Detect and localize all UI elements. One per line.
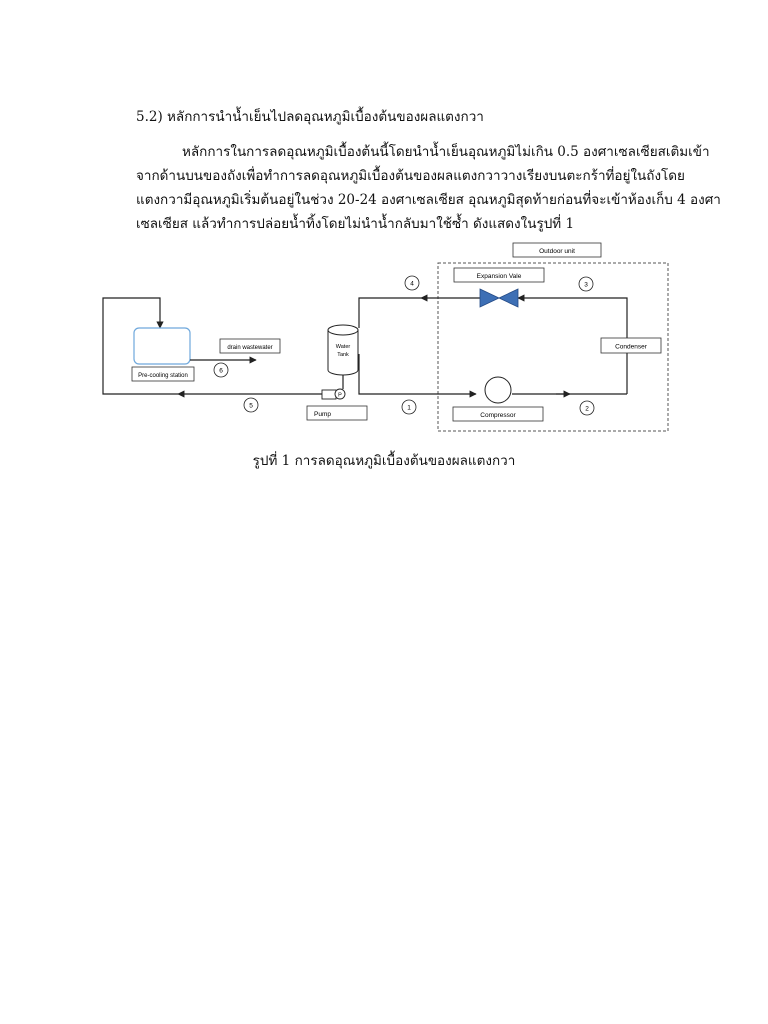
pre-cooling-diagram	[96, 236, 676, 436]
paragraph-line-3: แตงกวามีอุณหภูมิเริ่มต้นอยู่ในช่วง 20-24 องศาเซลเซียส อุณหภูมิสุดท้ายก่อนที่จะเข้าห้องเก็บ 4 องศา	[136, 192, 721, 208]
point-label-6: 6	[219, 367, 223, 375]
pre-cooling-station-label: Pre-cooling station	[138, 373, 188, 379]
water-tank-label-2: Tank	[337, 352, 349, 358]
point-label-1: 1	[407, 404, 411, 412]
point-label-3: 3	[584, 281, 588, 289]
paragraph-line-1: หลักการในการลดอุณหภูมิเบื้องต้นนี้โดยนำน้ำเย็นอุณหภูมิไม่เกิน 0.5 องศาเซลเซียสเติมเข้า	[182, 144, 710, 160]
line-into-tank-top	[359, 298, 421, 328]
water-tank-top	[328, 325, 358, 335]
section-heading: 5.2) หลักการนำน้ำเย็นไปลดอุณหภูมิเบื้องต้นของผลแตงกวา	[136, 109, 484, 125]
pump-label: Pump	[314, 411, 331, 418]
point-label-4: 4	[410, 280, 414, 288]
condenser-label: Condenser	[615, 343, 647, 351]
compressor-icon	[485, 377, 511, 403]
outdoor-unit-label: Outdoor unit	[539, 248, 575, 255]
paragraph-line-4: เซลเซียส แล้วทำการปล่อยน้ำทิ้งโดยไม่นำน้ำกลับมาใช้ซ้ำ ดังแสดงในรูปที่ 1	[136, 216, 575, 232]
water-tank-label-1: Water	[335, 344, 351, 350]
line-tank-to-compressor	[359, 354, 476, 394]
pump-body	[322, 390, 336, 399]
compressor-label: Compressor	[480, 412, 516, 419]
pre-cooling-tank	[134, 328, 190, 364]
line-condenser-to-valve	[518, 298, 627, 338]
point-label-2: 2	[585, 405, 589, 413]
point-label-5: 5	[249, 402, 253, 410]
expansion-valve-icon	[480, 289, 499, 307]
pump-symbol: P	[338, 392, 342, 399]
expansion-valve-label: Expansion Vale	[476, 273, 522, 280]
figure-caption: รูปที่ 1 การลดอุณหภูมิเบื้องต้นของผลแตงกวา	[252, 453, 516, 469]
drain-wastewater-label: drain wastewater	[227, 345, 273, 351]
paragraph-line-2: จากด้านบนของถังเพื่อทำการลดอุณหภูมิเบื้องต้นของผลแตงกวาวางเรียงบนตะกร้าที่อยู่ในถังโดย	[136, 168, 685, 184]
expansion-valve-icon-right	[499, 289, 518, 307]
